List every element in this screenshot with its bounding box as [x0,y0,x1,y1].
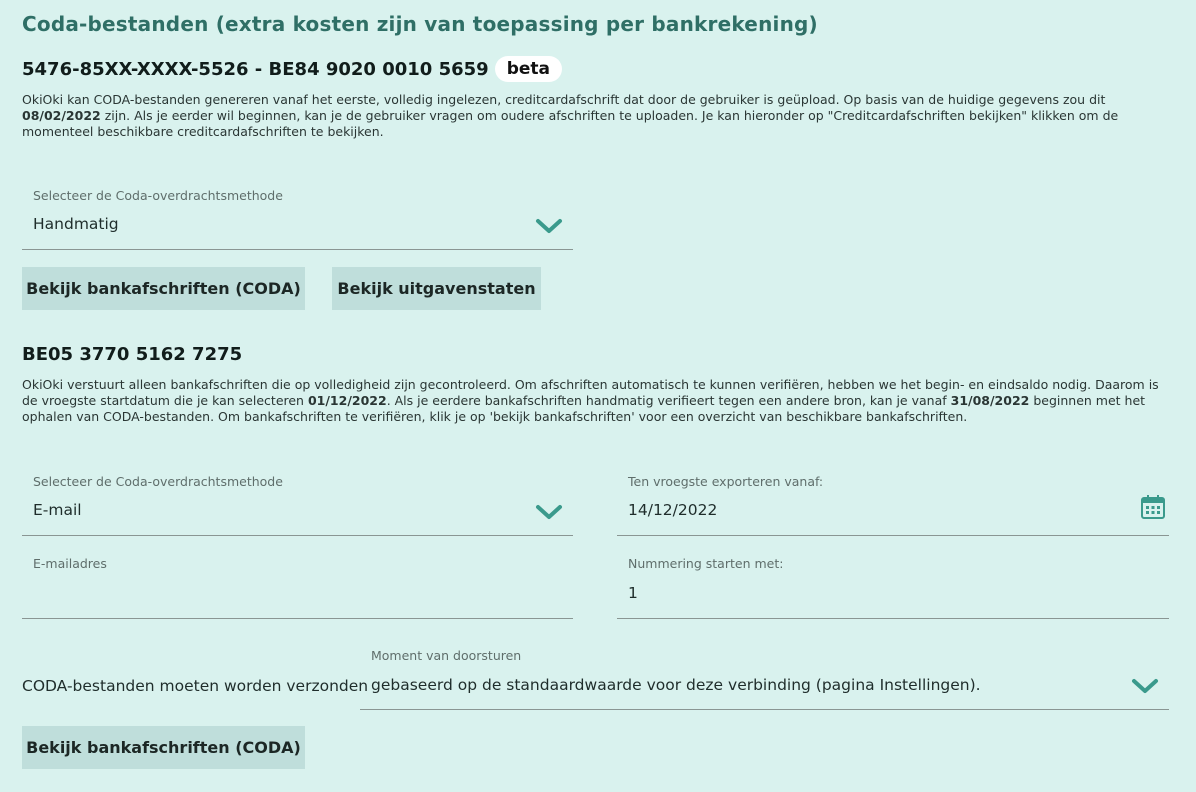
view-statements-button[interactable]: Bekijk bankafschriften (CODA) [22,267,305,310]
card-account-description: OkiOki kan CODA-bestanden genereren vanaf het eerste, volledig ingelezen, creditcardafschrift dat door de gebruiker is geüpload. Op basis van de huidige gegevens zou dit 08/02/2022 zijn. Als je eerder wil beginnen, kan je de gebruiker vragen om oudere afschriften te uploaden. Je kan hieronder op "Creditcardafschriften bekijken" klikken om de momenteel beschikbare creditcardafschriften te bekijken. [22,92,1119,139]
calendar-icon[interactable] [1140,494,1166,520]
export-date-value: 14/12/2022 [628,501,718,519]
chevron-down-icon[interactable] [535,503,563,521]
moment-value: gebaseerd op de standaardwaarde voor deze verbinding (pagina Instellingen). [371,676,981,694]
export-date-label: Ten vroegste exporteren vanaf: [628,474,824,489]
card-method-select[interactable] [22,188,573,250]
card-account-header [22,56,562,82]
send-moment-text: CODA-bestanden moeten worden verzonden [22,677,369,695]
card-method-value: Handmatig [33,215,119,233]
numbering-field[interactable] [617,556,1169,619]
view-expenses-button[interactable]: Bekijk uitgavenstaten [332,267,541,310]
moment-label: Moment van doorsturen [371,648,522,663]
export-date-field[interactable] [617,474,1169,536]
bank-method-value: E-mail [33,501,82,519]
bank-account-description: OkiOki verstuurt alleen bankafschriften die op volledigheid zijn gecontroleerd. Om afschriften automatisch te kunnen verifiëren, hebben we het begin- en eindsaldo nodig. Daarom is de vroegste startdatum die je kan selecteren 01/12/2022. Als je eerdere bankafschriften handmatig verifieert tegen een andere bron, kan je vanaf 31/08/2022 beginnen met het ophalen van CODA-bestanden. Om bankafschriften te verifiëren, klik je op 'bekijk bankafschriften' voor een overzicht van beschikbare bankafschriften. [22,377,1159,424]
card-method-label: Selecteer de Coda-overdrachtsmethode [33,188,283,203]
moment-select[interactable] [360,648,1169,710]
section-title: Coda-bestanden (extra kosten zijn van toepassing per bankrekening) [22,12,818,36]
numbering-label: Nummering starten met: [628,556,784,571]
chevron-down-icon[interactable] [535,217,563,235]
email-label: E-mailadres [33,556,107,571]
bank-account-title: BE05 3770 5162 7275 [22,344,243,365]
numbering-value[interactable]: 1 [628,584,638,602]
email-field[interactable] [22,556,573,619]
chevron-down-icon[interactable] [1131,677,1159,695]
card-account-title: 5476-85XX-XXXX-5526 - BE84 9020 0010 5659 [22,58,489,80]
bank-method-label: Selecteer de Coda-overdrachtsmethode [33,474,283,489]
beta-badge: beta [495,56,562,82]
bank-method-select[interactable] [22,474,573,536]
view-bank-statements-button[interactable]: Bekijk bankafschriften (CODA) [22,726,305,769]
